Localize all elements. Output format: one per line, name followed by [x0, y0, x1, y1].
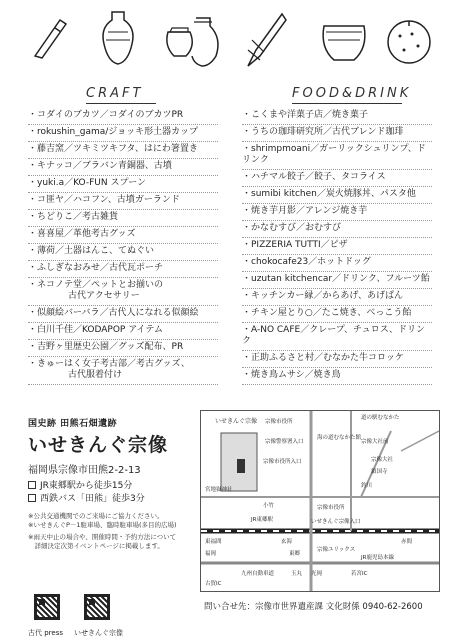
map-label: 小竹 — [263, 503, 275, 509]
map-label: JR東郷駅 — [251, 517, 273, 523]
map-label: 宗像大社前 — [361, 439, 389, 445]
list-item: ・キナッコ／ブラバン青銅器、古墳 — [28, 159, 218, 176]
checkbox-icon — [28, 494, 36, 502]
craft-heading — [86, 86, 156, 104]
qr-code-icon[interactable] — [84, 594, 110, 620]
access-bus: 西鉄バス「田熊」徒歩3分 — [40, 494, 145, 504]
venue-subtitle: 国史跡 田熊石畑遺跡 — [28, 419, 118, 429]
bowl-icon — [318, 18, 370, 66]
contact-info: 問い合せ先：宗像市世界遺産課 文化財係 0940-62-2600 — [204, 602, 423, 612]
qr-code-icon[interactable] — [34, 594, 60, 620]
list-item: ・chokocafe23／ホットドッグ — [242, 255, 432, 272]
map-label: 玄海 — [281, 539, 293, 545]
list-item: ・ふしぎなおみせ／古代瓦ポーチ — [28, 261, 218, 278]
list-item: ・yuki.a／KO-FUN スプーン — [28, 176, 218, 193]
list-item: ・こくまや洋菓子店／焼き菓子 — [242, 108, 432, 125]
list-item: ・PIZZERIA TUTTI／ピザ — [242, 238, 432, 255]
map-label: いせきんぐ宗像入口 — [311, 519, 361, 525]
list-item: ・ハチマル餃子／餃子、タコライス — [242, 170, 432, 187]
list-item: ・rokushin_gama/ジョッキ形土器カップ — [28, 125, 218, 142]
list-item: ・ちどりこ／考古雑貨 — [28, 210, 218, 227]
map-label: 宗像市役所 — [317, 505, 345, 511]
craft-heading-text: CRAFT — [86, 86, 144, 101]
map-label: 東郷 — [289, 551, 301, 557]
map-label: 若宮IC — [351, 571, 368, 577]
map-label: 福岡 — [205, 551, 217, 557]
map-label: 釣川 — [361, 483, 373, 489]
list-item: ・A-NO CAFE／クレープ、チュロス、ドリンク — [242, 323, 432, 351]
list-item: ・似顔絵バーバラ／古代人になれる似顔絵 — [28, 306, 218, 323]
map-label: JR鹿児島本線 — [361, 555, 394, 561]
knife-icon — [30, 14, 70, 60]
craft-list — [28, 108, 218, 385]
map-label-venue: いせきんぐ宗像 — [215, 418, 258, 425]
list-item: ・uzutan kitchencar／ドリンク、フルーツ飴 — [242, 272, 432, 289]
venue-info — [28, 416, 208, 551]
map-label: 宗像市役所入口 — [263, 459, 302, 465]
list-item: ・キッチンカー縁／からあげ、あげぱん — [242, 289, 432, 306]
list-item: ・コ匪ヤ／ハコフン、古墳ガーランド — [28, 193, 218, 210]
notes: ※公共交通機関でのご来場にご協力ください。 ※いせきんぐP－1駐車場、臨時駐車場(多目的広場) ※雨天中止の場合や、開催時間・予約方法について 詳細決定次第イベントページに掲載します。 — [28, 512, 177, 550]
map-label: 九州自動車道 — [241, 571, 275, 577]
map-label: 宗像大社 — [371, 457, 394, 463]
food-list — [242, 108, 432, 385]
icon-row — [0, 10, 454, 80]
list-item: ・コダイのブカツ／コダイのブカツPR — [28, 108, 218, 125]
map-label: 宮地嶽神社 — [205, 487, 233, 493]
jar-icon — [98, 10, 138, 66]
vessels-icon — [160, 12, 224, 68]
map-label: 海の道むなかた館 — [317, 435, 362, 441]
list-item: ・白川千佳／KODAPOP アイテム — [28, 323, 218, 340]
list-item: ・焼き鳥ムサシ／焼き鳥 — [242, 368, 432, 385]
map-label: 宗像ユリックス — [317, 547, 356, 553]
checkbox-icon — [28, 481, 36, 489]
fruit-icon — [384, 16, 434, 66]
venue-address: 福岡県宗像市田熊2-2-13 — [28, 465, 141, 476]
list-item: ・shrimpmoani／ガーリックシュリンプ、ドリンク — [242, 142, 432, 170]
list-item: ・sumibi kitchen／炭火焼豚丼、パスタ他 — [242, 187, 432, 204]
map-label: 道の駅むなかた — [361, 415, 400, 421]
map-graphic — [201, 411, 439, 591]
food-heading-text: FOOD&DRINK — [292, 86, 412, 101]
access-map — [200, 410, 440, 592]
list-item: ・焼き芋月影／アレンジ焼き芋 — [242, 204, 432, 221]
map-label: 東福間 — [205, 539, 222, 545]
map-label: 宗像警察署入口 — [265, 439, 304, 445]
access-train: JR東郷駅から徒歩15分 — [40, 481, 133, 491]
map-label: 古賀IC — [205, 581, 222, 587]
list-item: ・うちの珈琲研究所／古代ブレンド珈琲 — [242, 125, 432, 142]
list-item: ・ネコノテ堂／ペットとお揃いの 古代アクセサリー — [28, 278, 218, 306]
food-heading — [292, 86, 411, 104]
map-label: 赤間 — [401, 539, 413, 545]
spear-icon — [238, 10, 290, 70]
map-label: 宗像市役所 — [265, 419, 293, 425]
list-item: ・かなむすび／おむすび — [242, 221, 432, 238]
list-item: ・喜喜屋／革他考古グッズ — [28, 227, 218, 244]
list-item: ・きゅーはく女子考古部／考古グッズ、 古代服着付け — [28, 357, 218, 385]
access-info — [28, 480, 208, 506]
map-label: 光岡 — [311, 571, 323, 577]
list-item: ・チキン屋とり○／たこ焼き、べっこう飴 — [242, 306, 432, 323]
map-label: 玉丸 — [291, 571, 303, 577]
qr-label: いせきんぐ宗像 — [74, 629, 123, 637]
list-item: ・正助ふるさと村／むなかた牛コロッケ — [242, 351, 432, 368]
qr-label: 古代 press — [28, 629, 63, 637]
venue-title: いせきんぐ宗像 — [28, 434, 169, 456]
map-label: 鎮国寺 — [371, 469, 388, 475]
list-item: ・吉野ヶ里歴史公園／グッズ配布、PR — [28, 340, 218, 357]
list-item: ・薄荷／土器はんこ、てぬぐい — [28, 244, 218, 261]
list-item: ・藤吉窯／ツキミツキフタ、はにわ箸置き — [28, 142, 218, 159]
